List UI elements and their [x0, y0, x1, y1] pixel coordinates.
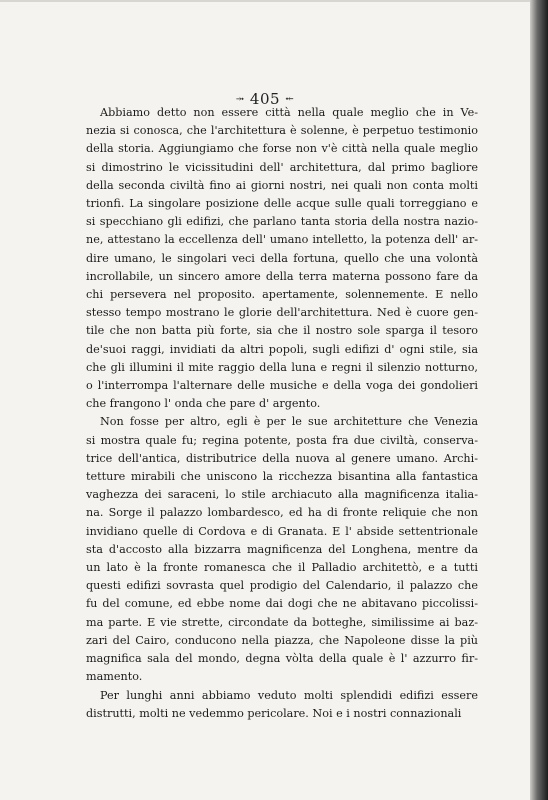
- text-line: distrutti, molti ne vedemmo pericolare. Noi e i nostri connazionali: [86, 706, 462, 720]
- paragraph: [86, 104, 478, 413]
- text-line: invidiano quelle di Cordova e di Granata. E l' abside settentrionale: [86, 524, 478, 538]
- page-top-edge: [0, 0, 530, 2]
- text-line: Per lunghi anni abbiamo veduto molti splendidi edifizi essere: [100, 688, 478, 702]
- text-line: na. Sorge il palazzo lombardesco, ed ha di fronte reliquie che non: [86, 506, 478, 520]
- text-line: si specchiano gli edifizi, che parlano tanta storia della nostra nazio-: [86, 215, 478, 229]
- page-gutter-shadow: [530, 0, 548, 800]
- text-line: che gli illumini il mite raggio della luna e regni il silenzio notturno,: [86, 360, 478, 374]
- text-line: dire umano, le singolari veci della fortuna, quello che una volontà: [86, 251, 478, 265]
- text-line: tile che non batta più forte, sia che il nostro sole sparga il tesoro: [86, 324, 478, 338]
- paragraph: [86, 413, 478, 686]
- text-line: stesso tempo mostrano le glorie dell'architettura. Ned è cuore gen-: [86, 306, 478, 320]
- text-line: incrollabile, un sincero amore della terra materna possono fare da: [86, 269, 478, 283]
- text-line: ne, attestano la eccellenza dell' umano intelletto, la potenza dell' ar-: [86, 233, 478, 247]
- text-line: zari del Cairo, conducono nella piazza, che Napoleone disse la più: [86, 633, 478, 647]
- text-line: chi persevera nel proposito. apertamente, solennemente. E nello: [86, 288, 478, 302]
- text-line: si mostra quale fu; regina potente, posta fra due civiltà, conserva-: [86, 433, 478, 447]
- text-line: si dimostrino le vicissitudini dell' architettura, dal primo bagliore: [86, 160, 478, 174]
- ornament-left-icon: ⤞: [235, 94, 245, 105]
- text-line: trice dell'antica, distributrice della nuova al genere umano. Archi-: [86, 451, 478, 465]
- text-line: della storia. Aggiungiamo che forse non v'è città nella quale meglio: [86, 142, 478, 156]
- text-line: o l'interrompa l'alternare delle musiche e della voga dei gondolieri: [86, 379, 478, 393]
- body-text: [86, 104, 478, 723]
- paragraph: [86, 687, 478, 723]
- text-line: magnifica sala del mondo, degna vòlta della quale è l' azzurro fir-: [86, 652, 478, 666]
- text-line: mamento.: [86, 670, 143, 684]
- text-line: vaghezza dei saraceni, lo stile archiacuto alla magnificenza italia-: [86, 488, 478, 502]
- text-line: questi edifizi sovrasta quel prodigio del Calendario, il palazzo che: [86, 579, 478, 593]
- text-line: un lato è la fronte romanesca che il Palladio architettò, e a tutti: [86, 561, 478, 575]
- ornament-right-icon: ⤝: [285, 94, 295, 105]
- text-line: fu del comune, ed ebbe nome dai dogi che ne abitavano piccolissi-: [86, 597, 478, 611]
- text-line: Abbiamo detto non essere città nella quale meglio che in Ve-: [100, 106, 478, 119]
- text-line: nezia si conosca, che l'architettura è solenne, è perpetuo testimonio: [86, 124, 478, 138]
- text-line: tetture mirabili che uniscono la ricchezza bisantina alla fantastica: [86, 470, 478, 484]
- text-line: trionfi. La singolare posizione delle acque sulle quali torreggiano e: [86, 197, 478, 211]
- text-line: sta d'accosto alla bizzarra magnificenza del Longhena, mentre da: [86, 542, 478, 556]
- text-line: della seconda civiltà fino ai giorni nostri, nei quali non conta molti: [86, 178, 478, 192]
- text-line: Non fosse per altro, egli è per le sue architetture che Venezia: [100, 415, 478, 429]
- text-line: che frangono l' onda che pare d' argento.: [86, 397, 321, 411]
- text-line: ma parte. E vie strette, circondate da botteghe, similissime ai baz-: [86, 615, 478, 629]
- text-line: de'suoi raggi, invidiati da altri popoli, sugli edifizi d' ogni stile, sia: [86, 342, 478, 356]
- page-number: 405: [249, 90, 281, 108]
